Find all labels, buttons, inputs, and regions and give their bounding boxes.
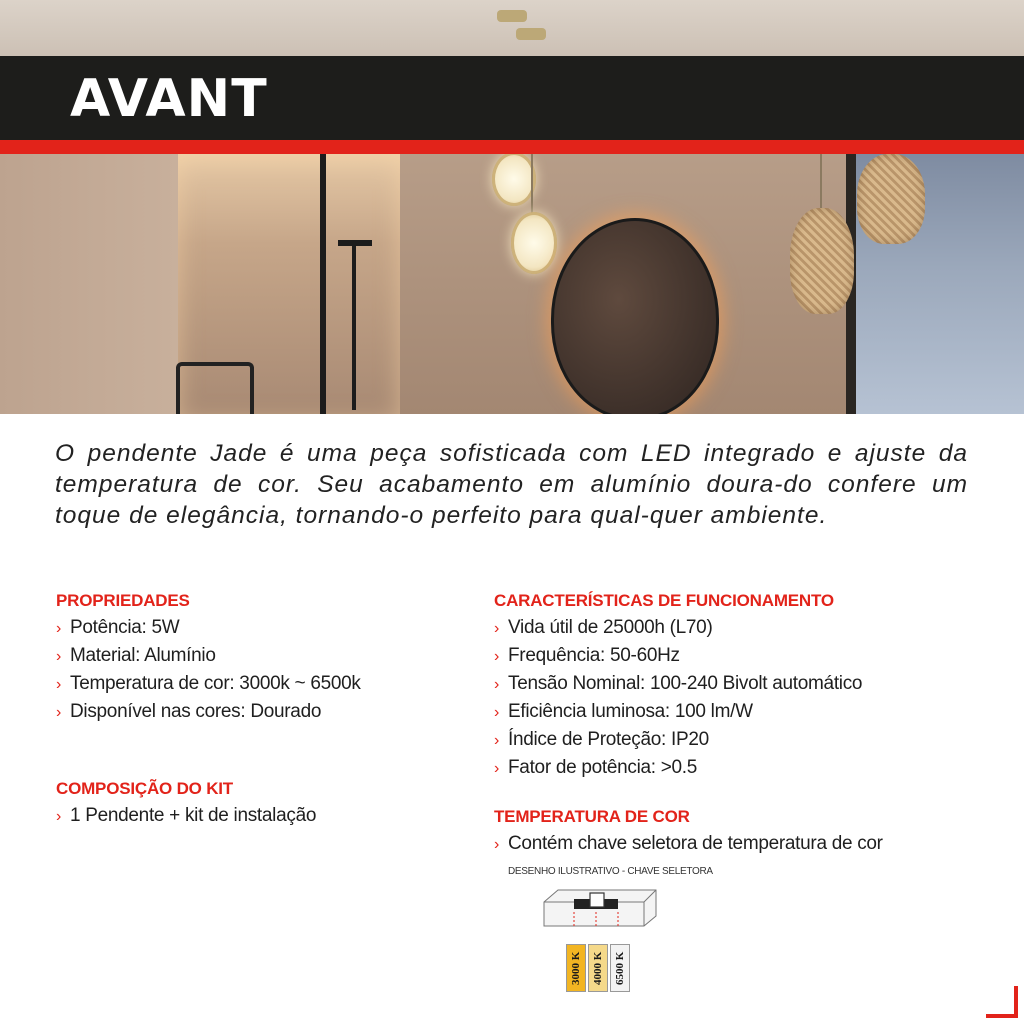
pendant-cord	[531, 150, 533, 220]
temperature-option-3000k: 3000 K	[566, 944, 586, 992]
section-title: PROPRIEDADES	[56, 591, 190, 610]
lamp-cord	[820, 150, 822, 212]
section-title: CARACTERÍSTICAS DE FUNCIONAMENTO	[494, 591, 834, 610]
list-item: › Contém chave seletora de temperatura de cor	[494, 830, 883, 858]
list-item: › Vida útil de 25000h (L70)	[494, 614, 862, 642]
product-description: O pendente Jade é uma peça sofisticada com LED integrado e ajuste da temperatura de cor. Seu acabamento em alumínio doura-do confere um toque de elegância, tornando-o perfeito para qual-quer ambiente.	[55, 440, 968, 529]
chevron-right-icon: ›	[494, 648, 500, 665]
list-item: › Frequência: 50-60Hz	[494, 642, 862, 670]
ceiling-canopy	[497, 10, 527, 22]
round-mirror	[551, 218, 719, 414]
list-item: › Fator de potência: >0.5	[494, 754, 862, 782]
chevron-right-icon: ›	[494, 704, 500, 721]
wall	[0, 150, 180, 414]
chevron-right-icon: ›	[56, 676, 62, 693]
section-title: COMPOSIÇÃO DO KIT	[56, 779, 233, 798]
list-item: › Eficiência luminosa: 100 lm/W	[494, 698, 862, 726]
list-item: › Tensão Nominal: 100-240 Bivolt automático	[494, 670, 862, 698]
kit-section	[56, 778, 316, 830]
wicker-lamp	[790, 208, 854, 314]
selector-switch-illustration	[540, 888, 662, 928]
chevron-right-icon: ›	[494, 836, 500, 853]
brand-red-stripe	[0, 140, 1024, 154]
chevron-right-icon: ›	[494, 620, 500, 637]
avant-logo: AVANT	[70, 69, 268, 129]
section-title: TEMPERATURA DE COR	[494, 807, 690, 826]
chevron-right-icon: ›	[56, 620, 62, 637]
wicker-lamp	[857, 154, 925, 244]
temperature-option-6500k: 6500 K	[610, 944, 630, 992]
list-item: › Temperatura de cor: 3000k ~ 6500k	[56, 670, 361, 698]
corner-accent	[986, 986, 1018, 1018]
list-item: › Potência: 5W	[56, 614, 361, 642]
chevron-right-icon: ›	[494, 676, 500, 693]
chevron-right-icon: ›	[494, 732, 500, 749]
shower-glass-frame	[320, 152, 326, 414]
chevron-right-icon: ›	[494, 760, 500, 777]
shower-pipe	[352, 240, 356, 410]
ceiling	[0, 0, 1024, 60]
list-item: › Disponível nas cores: Dourado	[56, 698, 361, 726]
list-item: › 1 Pendente + kit de instalação	[56, 802, 316, 830]
illustration-caption: DESENHO ILUSTRATIVO - CHAVE SELETORA	[508, 866, 713, 877]
chevron-right-icon: ›	[56, 648, 62, 665]
temperature-section	[494, 806, 883, 858]
pendant-disc	[492, 152, 536, 206]
ceiling-canopy	[516, 28, 546, 40]
pendant-disc	[511, 212, 557, 274]
list-item: › Índice de Proteção: IP20	[494, 726, 862, 754]
chevron-right-icon: ›	[56, 808, 62, 825]
chevron-right-icon: ›	[56, 704, 62, 721]
list-item: › Material: Alumínio	[56, 642, 361, 670]
temperature-option-4000k: 4000 K	[588, 944, 608, 992]
properties-section	[56, 590, 361, 726]
towel-rail	[176, 362, 254, 414]
function-section	[494, 590, 862, 782]
